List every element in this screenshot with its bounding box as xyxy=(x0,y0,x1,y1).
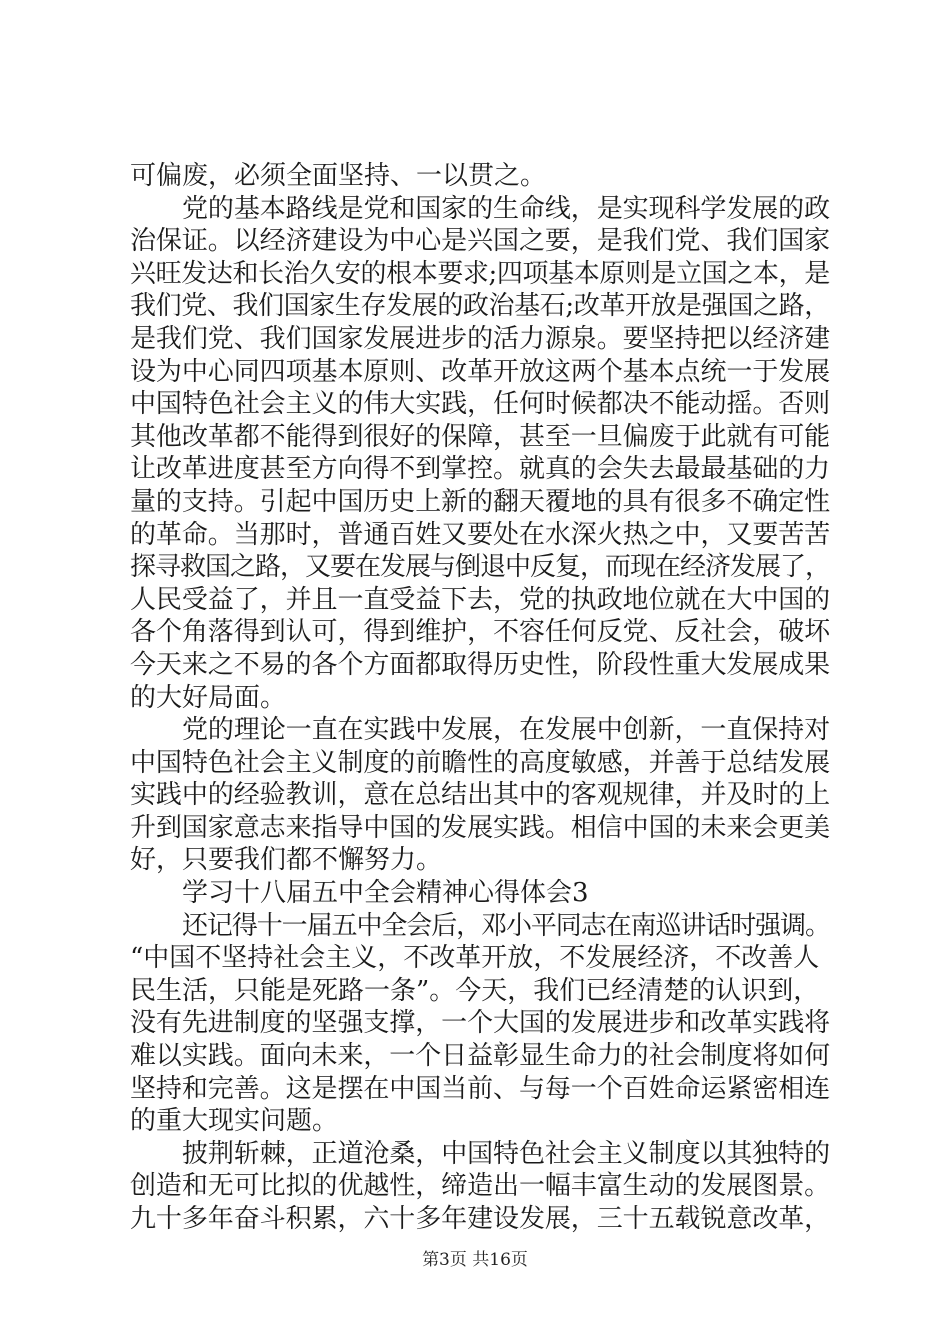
text-line: 的重大现实问题。 xyxy=(130,1106,339,1137)
text-line: 没有先进制度的坚强支撑，一个大国的发展进步和改革实践将 xyxy=(130,1008,831,1039)
text-line: 是我们党、我们国家发展进步的活力源泉。要坚持把以经济建 xyxy=(130,323,831,354)
text-line: 实践中的经验教训，意在总结出其中的客观规律，并及时的上 xyxy=(130,780,831,811)
text-line: 可偏废，必须全面坚持、一以贯之。 xyxy=(130,161,547,191)
text-line: 的革命。当那时，普通百姓又要处在水深火热之中，又要苦苦 xyxy=(130,519,831,550)
text-line: 设为中心同四项基本原则、改革开放这两个基本点统一于发展 xyxy=(130,356,831,387)
text-line: 坚持和完善。这是摆在中国当前、与每一个百姓命运紧密相连 xyxy=(130,1073,831,1104)
body-text xyxy=(130,160,830,1236)
text-line: 中国特色社会主义的伟大实践，任何时候都决不能动摇。否则 xyxy=(130,389,831,420)
text-line: 中国特色社会主义制度的前瞻性的高度敏感，并善于总结发展 xyxy=(130,747,831,778)
text-line: 今天来之不易的各个方面都取得历史性，阶段性重大发展成果 xyxy=(130,649,831,680)
text-line: 其他改革都不能得到很好的保障，甚至一旦偏废于此就有可能 xyxy=(130,421,831,452)
text-line: 升到国家意志来指导中国的发展实践。相信中国的未来会更美 xyxy=(130,812,831,843)
text-line: “中国不坚持社会主义，不改革开放，不发展经济，不改善人 xyxy=(130,943,820,974)
text-line: 创造和无可比拟的优越性，缔造出一幅丰富生动的发展图景。 xyxy=(130,1171,831,1202)
text-line: 让改革进度甚至方向得不到掌控。就真的会失去最最基础的力 xyxy=(130,454,831,485)
text-line: 探寻救国之路，又要在发展与倒退中反复，而现在经济发展了， xyxy=(130,552,831,583)
text-line: 兴旺发达和长治久安的根本要求;四项基本原则是立国之本，是 xyxy=(130,258,830,289)
text-line: 好，只要我们都不懈努力。 xyxy=(130,845,443,876)
text-line: 我们党、我们国家生存发展的政治基石;改革开放是强国之路， xyxy=(130,291,830,322)
page-footer: 第3页 共16页 xyxy=(422,1250,528,1270)
text-line: 量的支持。引起中国历史上新的翻天覆地的具有很多不确定性 xyxy=(130,486,831,517)
text-line: 党的基本路线是党和国家的生命线，是实现科学发展的政 xyxy=(182,193,831,224)
text-line: 民生活，只能是死路一条”。今天，我们已经清楚的认识到， xyxy=(130,975,820,1006)
text-line: 各个角落得到认可，得到维护，不容任何反党、反社会，破坏 xyxy=(130,617,831,648)
text-line: 难以实践。面向未来，一个日益彰显生命力的社会制度将如何 xyxy=(130,1041,831,1072)
text-line: 还记得十一届五中全会后，邓小平同志在南巡讲话时强调。 xyxy=(182,910,830,941)
section-heading: 学习十八届五中全会精神心得体会3 xyxy=(182,878,589,909)
text-line: 人民受益了，并且一直受益下去，党的执政地位就在大中国的 xyxy=(130,584,831,615)
text-line: 治保证。以经济建设为中心是兴国之要，是我们党、我们国家 xyxy=(130,226,831,257)
text-line: 党的理论一直在实践中发展，在发展中创新，一直保持对 xyxy=(182,715,831,746)
text-line: 九十多年奋斗积累，六十多年建设发展，三十五载锐意改革， xyxy=(130,1204,831,1234)
text-line: 披荆斩棘，正道沧桑，中国特色社会主义制度以其独特的 xyxy=(182,1138,831,1169)
text-line: 的大好局面。 xyxy=(130,682,287,713)
